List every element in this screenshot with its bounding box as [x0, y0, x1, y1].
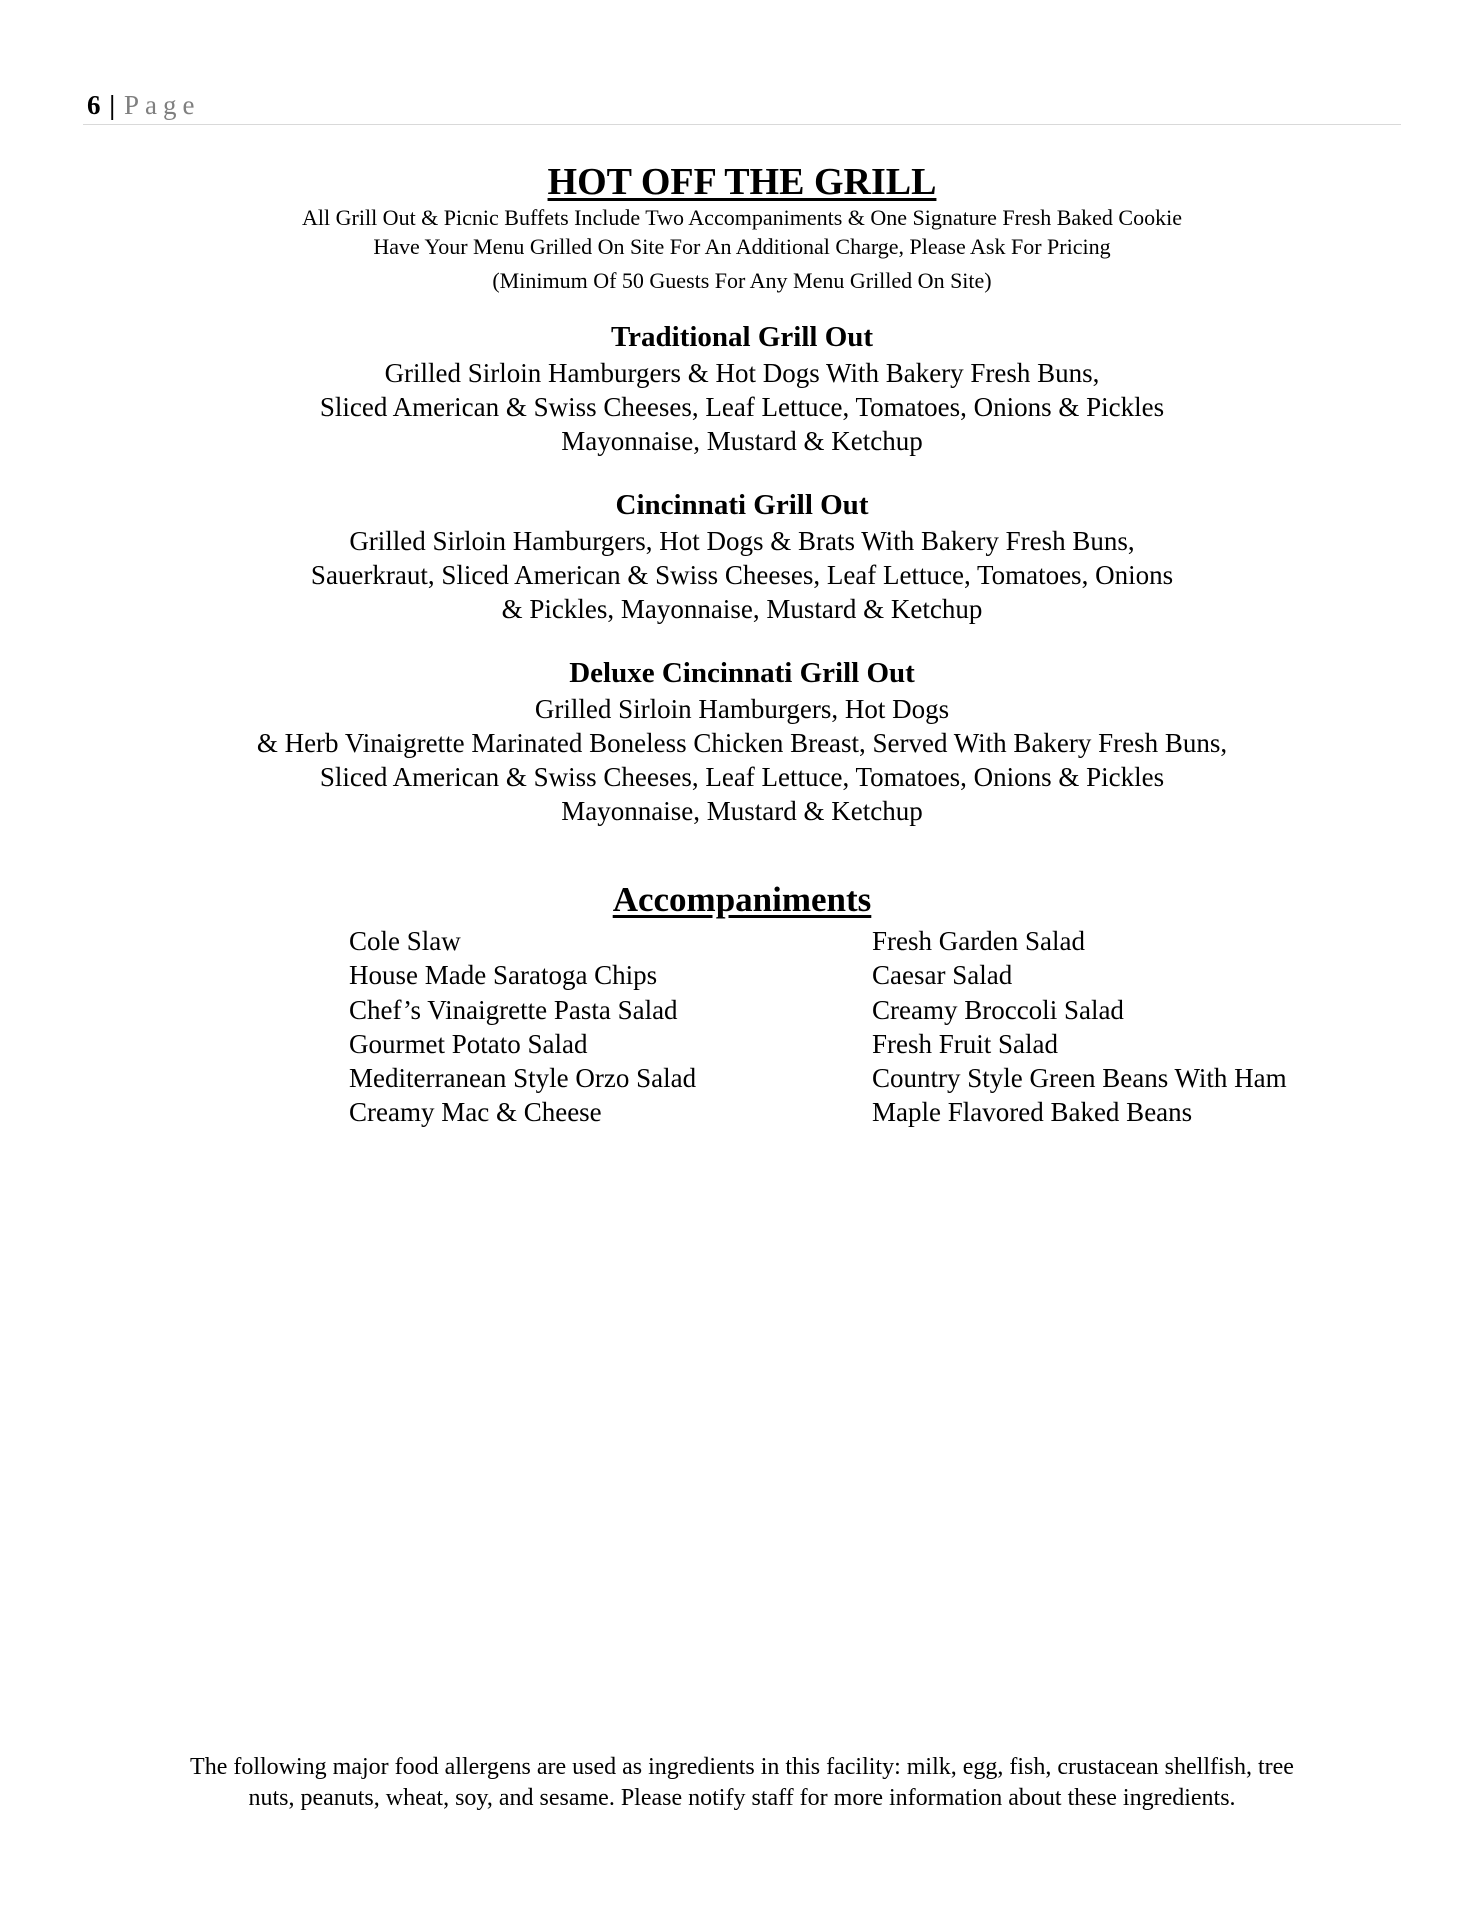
list-item: Gourmet Potato Salad [349, 1028, 588, 1059]
page-label: Page [123, 90, 201, 120]
section-line: Sliced American & Swiss Cheeses, Leaf Lettuce, Tomatoes, Onions & Pickles [319, 762, 1165, 792]
accompaniments-right-column [872, 924, 1287, 1130]
section-line: Sauerkraut, Sliced American & Swiss Cheeses, Leaf Lettuce, Tomatoes, Onions [310, 560, 1174, 590]
allergen-notice-line: nuts, peanuts, wheat, soy, and sesame. Please notify staff for more information about these ingredients. [248, 1785, 1236, 1811]
section-heading: Deluxe Cincinnati Grill Out [569, 657, 915, 689]
section-line: & Herb Vinaigrette Marinated Boneless Chicken Breast, Served With Bakery Fresh Buns, [256, 728, 1228, 758]
list-item: House Made Saratoga Chips [349, 960, 658, 991]
menu-section-traditional [0, 318, 1484, 458]
intro-line-grilled-on-site: Have Your Menu Grilled On Site For An Additional Charge, Please Ask For Pricing [373, 234, 1111, 259]
page-number [87, 90, 200, 121]
menu-title: HOT OFF THE GRILL [547, 161, 937, 203]
allergen-notice [83, 1752, 1401, 1814]
section-line: Grilled Sirloin Hamburgers, Hot Dogs [534, 694, 950, 724]
list-item: Creamy Broccoli Salad [872, 994, 1124, 1025]
page-number-separator: | [109, 90, 117, 120]
section-heading: Cincinnati Grill Out [615, 489, 869, 521]
section-line: Grilled Sirloin Hamburgers, Hot Dogs & Brats With Bakery Fresh Buns, [349, 526, 1135, 556]
section-line: Grilled Sirloin Hamburgers & Hot Dogs With Bakery Fresh Buns, [384, 358, 1100, 388]
section-heading: Traditional Grill Out [610, 321, 874, 353]
intro-line-minimum-guests: (Minimum Of 50 Guests For Any Menu Grilled On Site) [492, 268, 992, 293]
list-item: Caesar Salad [872, 960, 1013, 991]
section-line: Sliced American & Swiss Cheeses, Leaf Lettuce, Tomatoes, Onions & Pickles [319, 392, 1165, 422]
list-item: Cole Slaw [349, 926, 461, 956]
list-item: Fresh Fruit Salad [872, 1028, 1058, 1059]
section-line: Mayonnaise, Mustard & Ketchup [561, 796, 923, 826]
menu-section-cincinnati [0, 486, 1484, 626]
section-line: & Pickles, Mayonnaise, Mustard & Ketchup [501, 594, 983, 624]
page-number-value: 6 [87, 90, 102, 120]
list-item: Country Style Green Beans With Ham [872, 1063, 1287, 1094]
intro-line-buffet-includes: All Grill Out & Picnic Buffets Include Two Accompaniments & One Signature Fresh Baked Cookie [302, 205, 1182, 230]
page-header [83, 84, 1401, 125]
list-item: Maple Flavored Baked Beans [872, 1097, 1193, 1128]
section-line: Mayonnaise, Mustard & Ketchup [561, 426, 923, 456]
list-item: Creamy Mac & Cheese [349, 1097, 602, 1128]
accompaniments-title: Accompaniments [612, 880, 872, 919]
list-item: Fresh Garden Salad [872, 926, 1085, 956]
allergen-notice-line: The following major food allergens are used as ingredients in this facility: milk, egg, fish, crustacean shellfish, tree [190, 1754, 1294, 1780]
list-item: Mediterranean Style Orzo Salad [349, 1063, 697, 1094]
menu-section-deluxe-cincinnati [0, 654, 1484, 828]
accompaniments-left-column [349, 924, 696, 1130]
list-item: Chef’s Vinaigrette Pasta Salad [349, 994, 678, 1025]
